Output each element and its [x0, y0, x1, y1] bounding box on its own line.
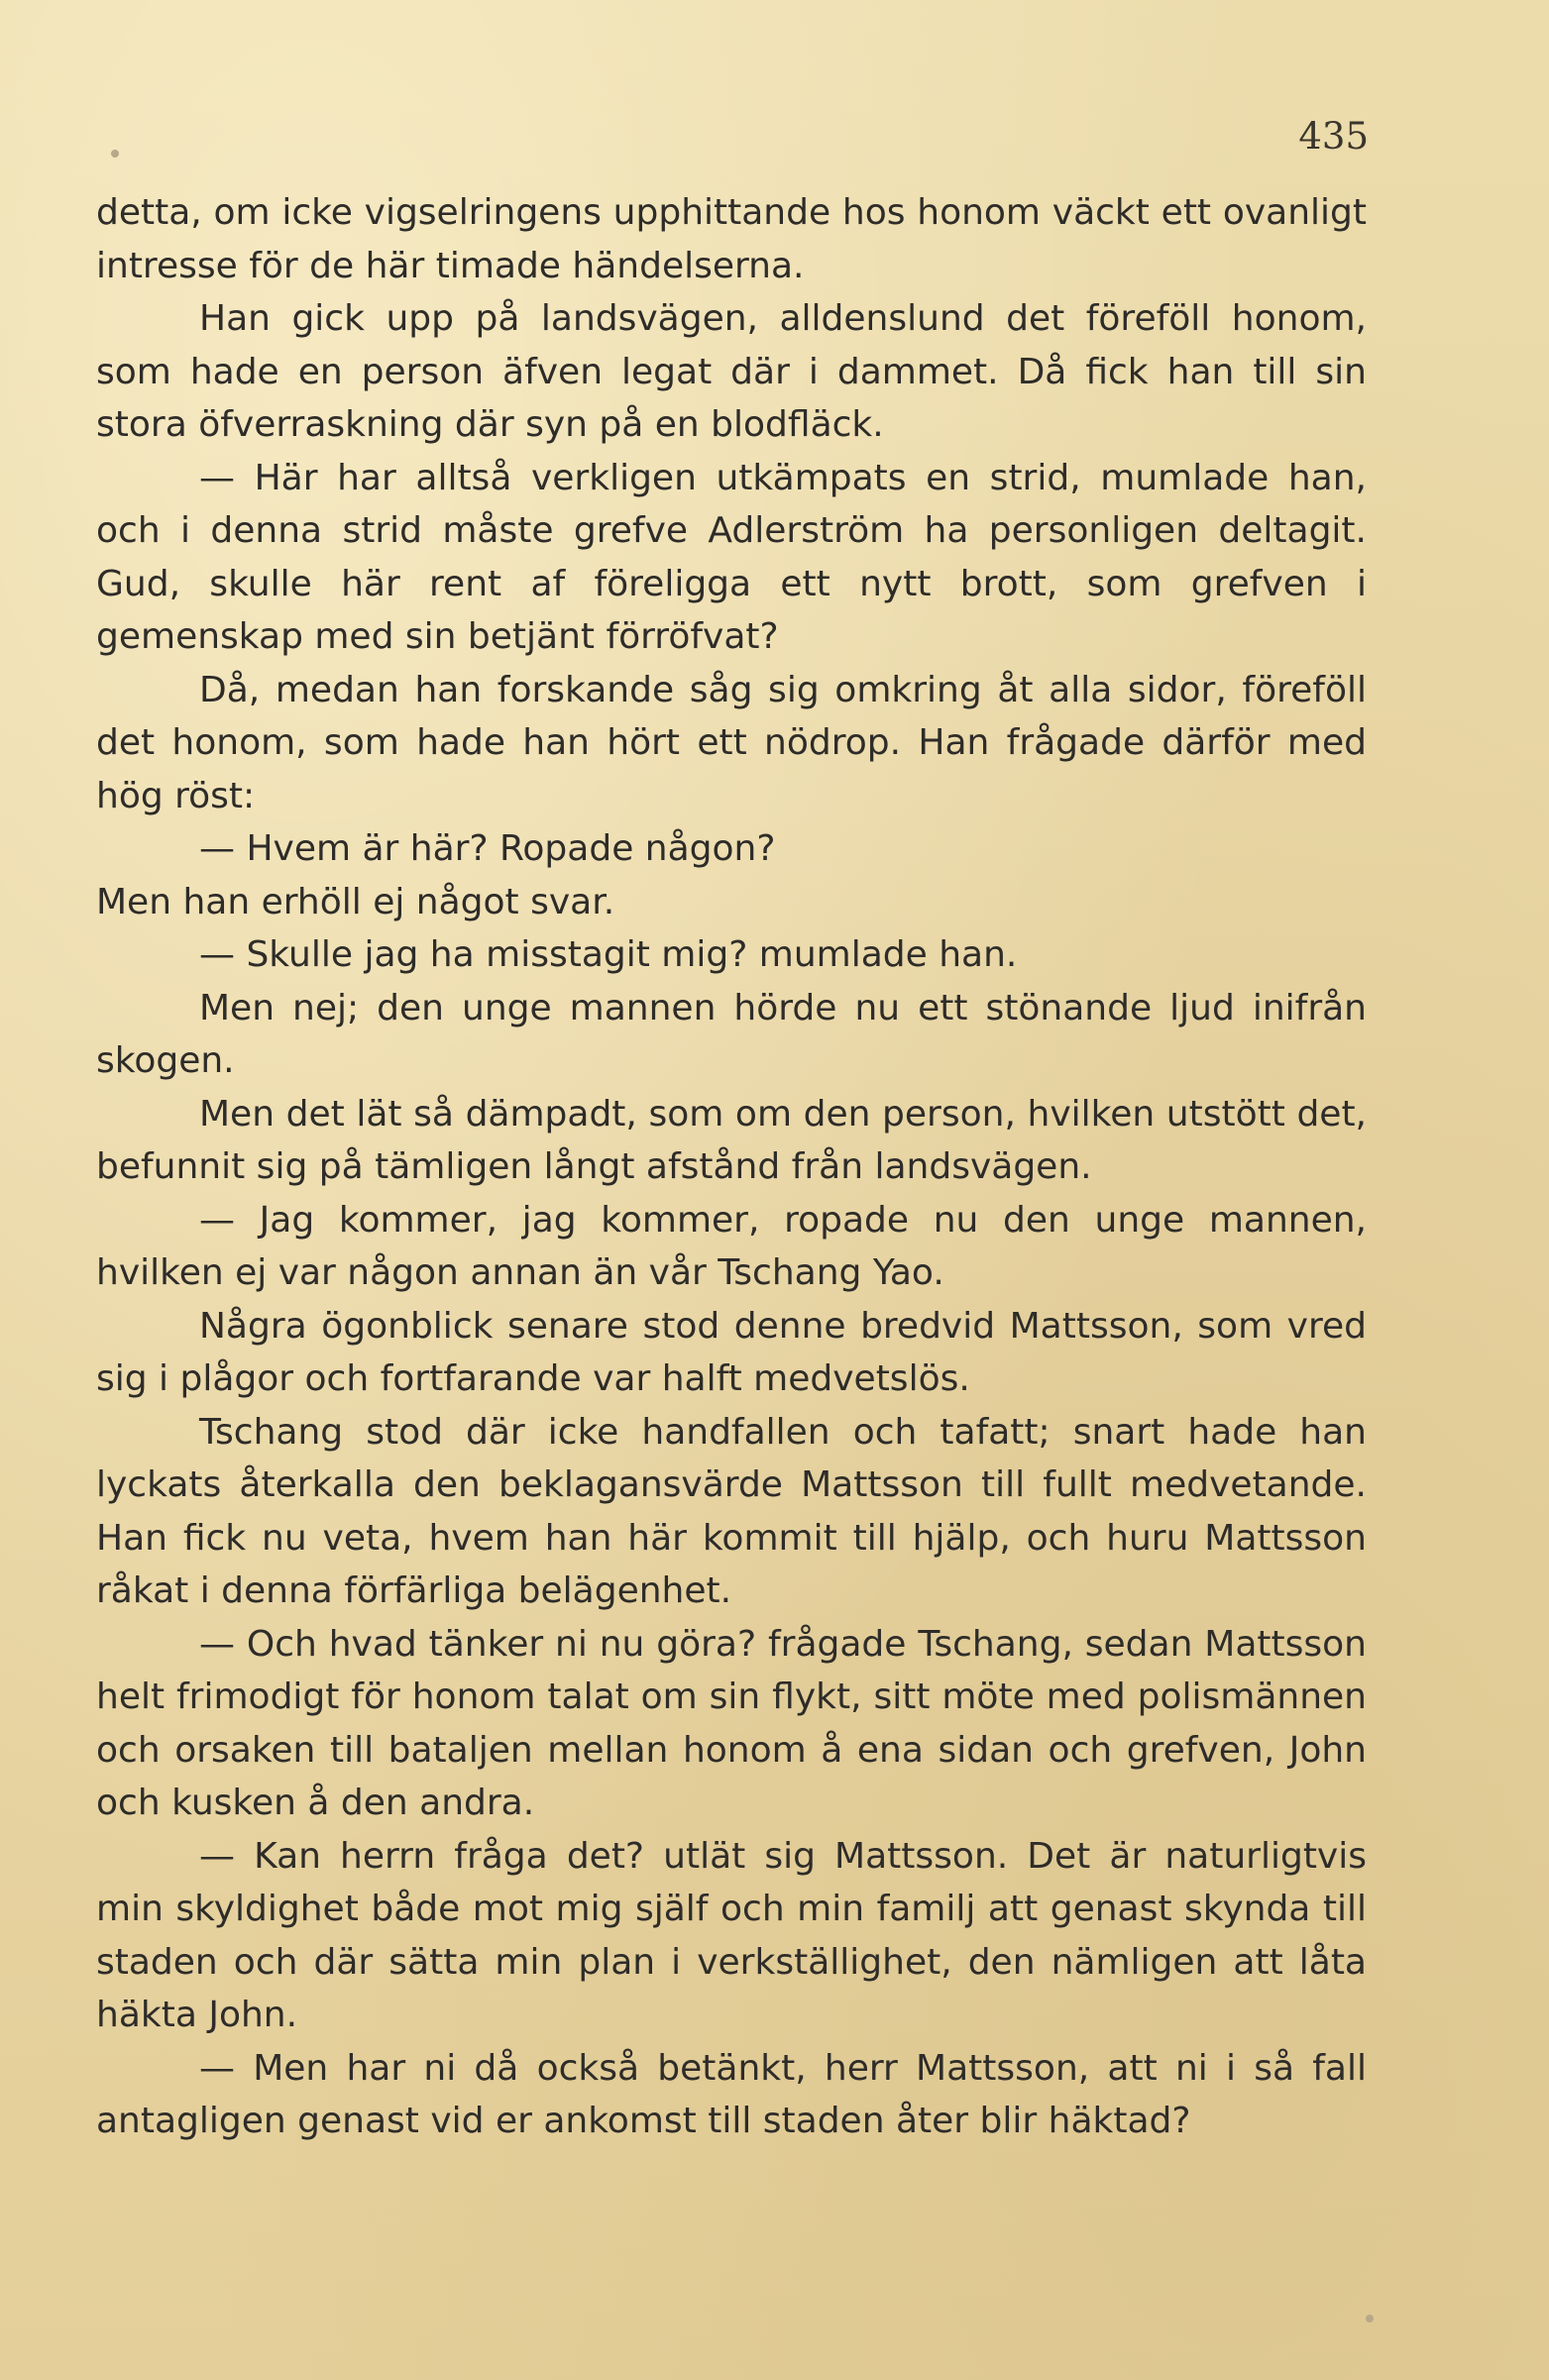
dialogue-paragraph: — Och hvad tänker ni nu göra? frågade Tschang, sedan Mattsson helt frimodigt för honom talat om sin flykt, sitt möte med polismännen och orsaken till bataljen mellan honom å ena sidan och grefven, John och kusken å den andra.	[96, 1623, 1367, 1823]
dialogue-paragraph: — Hvem är här? Ropade någon?	[199, 828, 776, 869]
paragraph: Tschang stod där icke handfallen och tafatt; snart hade han lyckats återkalla den beklagansvärde Mattsson till fullt medvetande. Han fick nu veta, hvem han här kommit till hjälp, och huru Mattsson råkat i denna förfärliga belägenhet.	[96, 1411, 1367, 1611]
page-number: 435	[1298, 115, 1369, 158]
paragraph: Men nej; den unge mannen hörde nu ett stönande ljud inifrån skogen.	[96, 987, 1367, 1081]
body-text	[96, 186, 1367, 2148]
dialogue-paragraph: — Jag kommer, jag kommer, ropade nu den unge mannen, hvilken ej var någon annan än vår Tschang Yao.	[96, 1199, 1367, 1293]
dialogue-paragraph: — Kan herrn fråga det? utlät sig Mattsson. Det är naturligtvis min skyldighet både mot mig själf och min familj att genast skynda till staden och där sätta min plan i verkställighet, den nämligen att låta häkta John.	[96, 1835, 1367, 2035]
dialogue-paragraph: — Skulle jag ha misstagit mig? mumlade han.	[199, 934, 1018, 975]
paragraph: Då, medan han forskande såg sig omkring åt alla sidor, föreföll det honom, som hade han hört ett nödrop. Han frågade därför med hög röst:	[96, 669, 1367, 816]
paragraph: Han gick upp på landsvägen, alldenslund det föreföll honom, som hade en person äfven legat där i dammet. Då fick han till sin stora öfverraskning där syn på en blodfläck.	[96, 298, 1367, 445]
paragraph: detta, om icke vigselringens upphittande hos honom väckt ett ovanligt intresse för de här timade händelserna.	[96, 192, 1367, 286]
paper-speck	[1366, 2315, 1374, 2323]
paragraph: Några ögonblick senare stod denne bredvid Mattsson, som vred sig i plågor och fortfarande var halft medvetslös.	[96, 1305, 1367, 1399]
dialogue-paragraph: — Men har ni då också betänkt, herr Mattsson, att ni i så fall antagligen genast vid er ankomst till staden åter blir häktad?	[96, 2047, 1367, 2141]
dialogue-paragraph: — Här har alltså verkligen utkämpats en strid, mumlade han, och i denna strid måste grefve Adlerström ha personligen deltagit. Gud, skulle här rent af föreligga ett nytt brott, som grefven i gemenskap med sin betjänt förröfvat?	[96, 457, 1367, 657]
paper-speck	[111, 150, 119, 158]
paragraph: Men det lät så dämpadt, som om den person, hvilken utstött det, befunnit sig på tämligen långt afstånd från landsvägen.	[96, 1093, 1367, 1187]
paragraph: Men han erhöll ej något svar.	[96, 881, 615, 922]
